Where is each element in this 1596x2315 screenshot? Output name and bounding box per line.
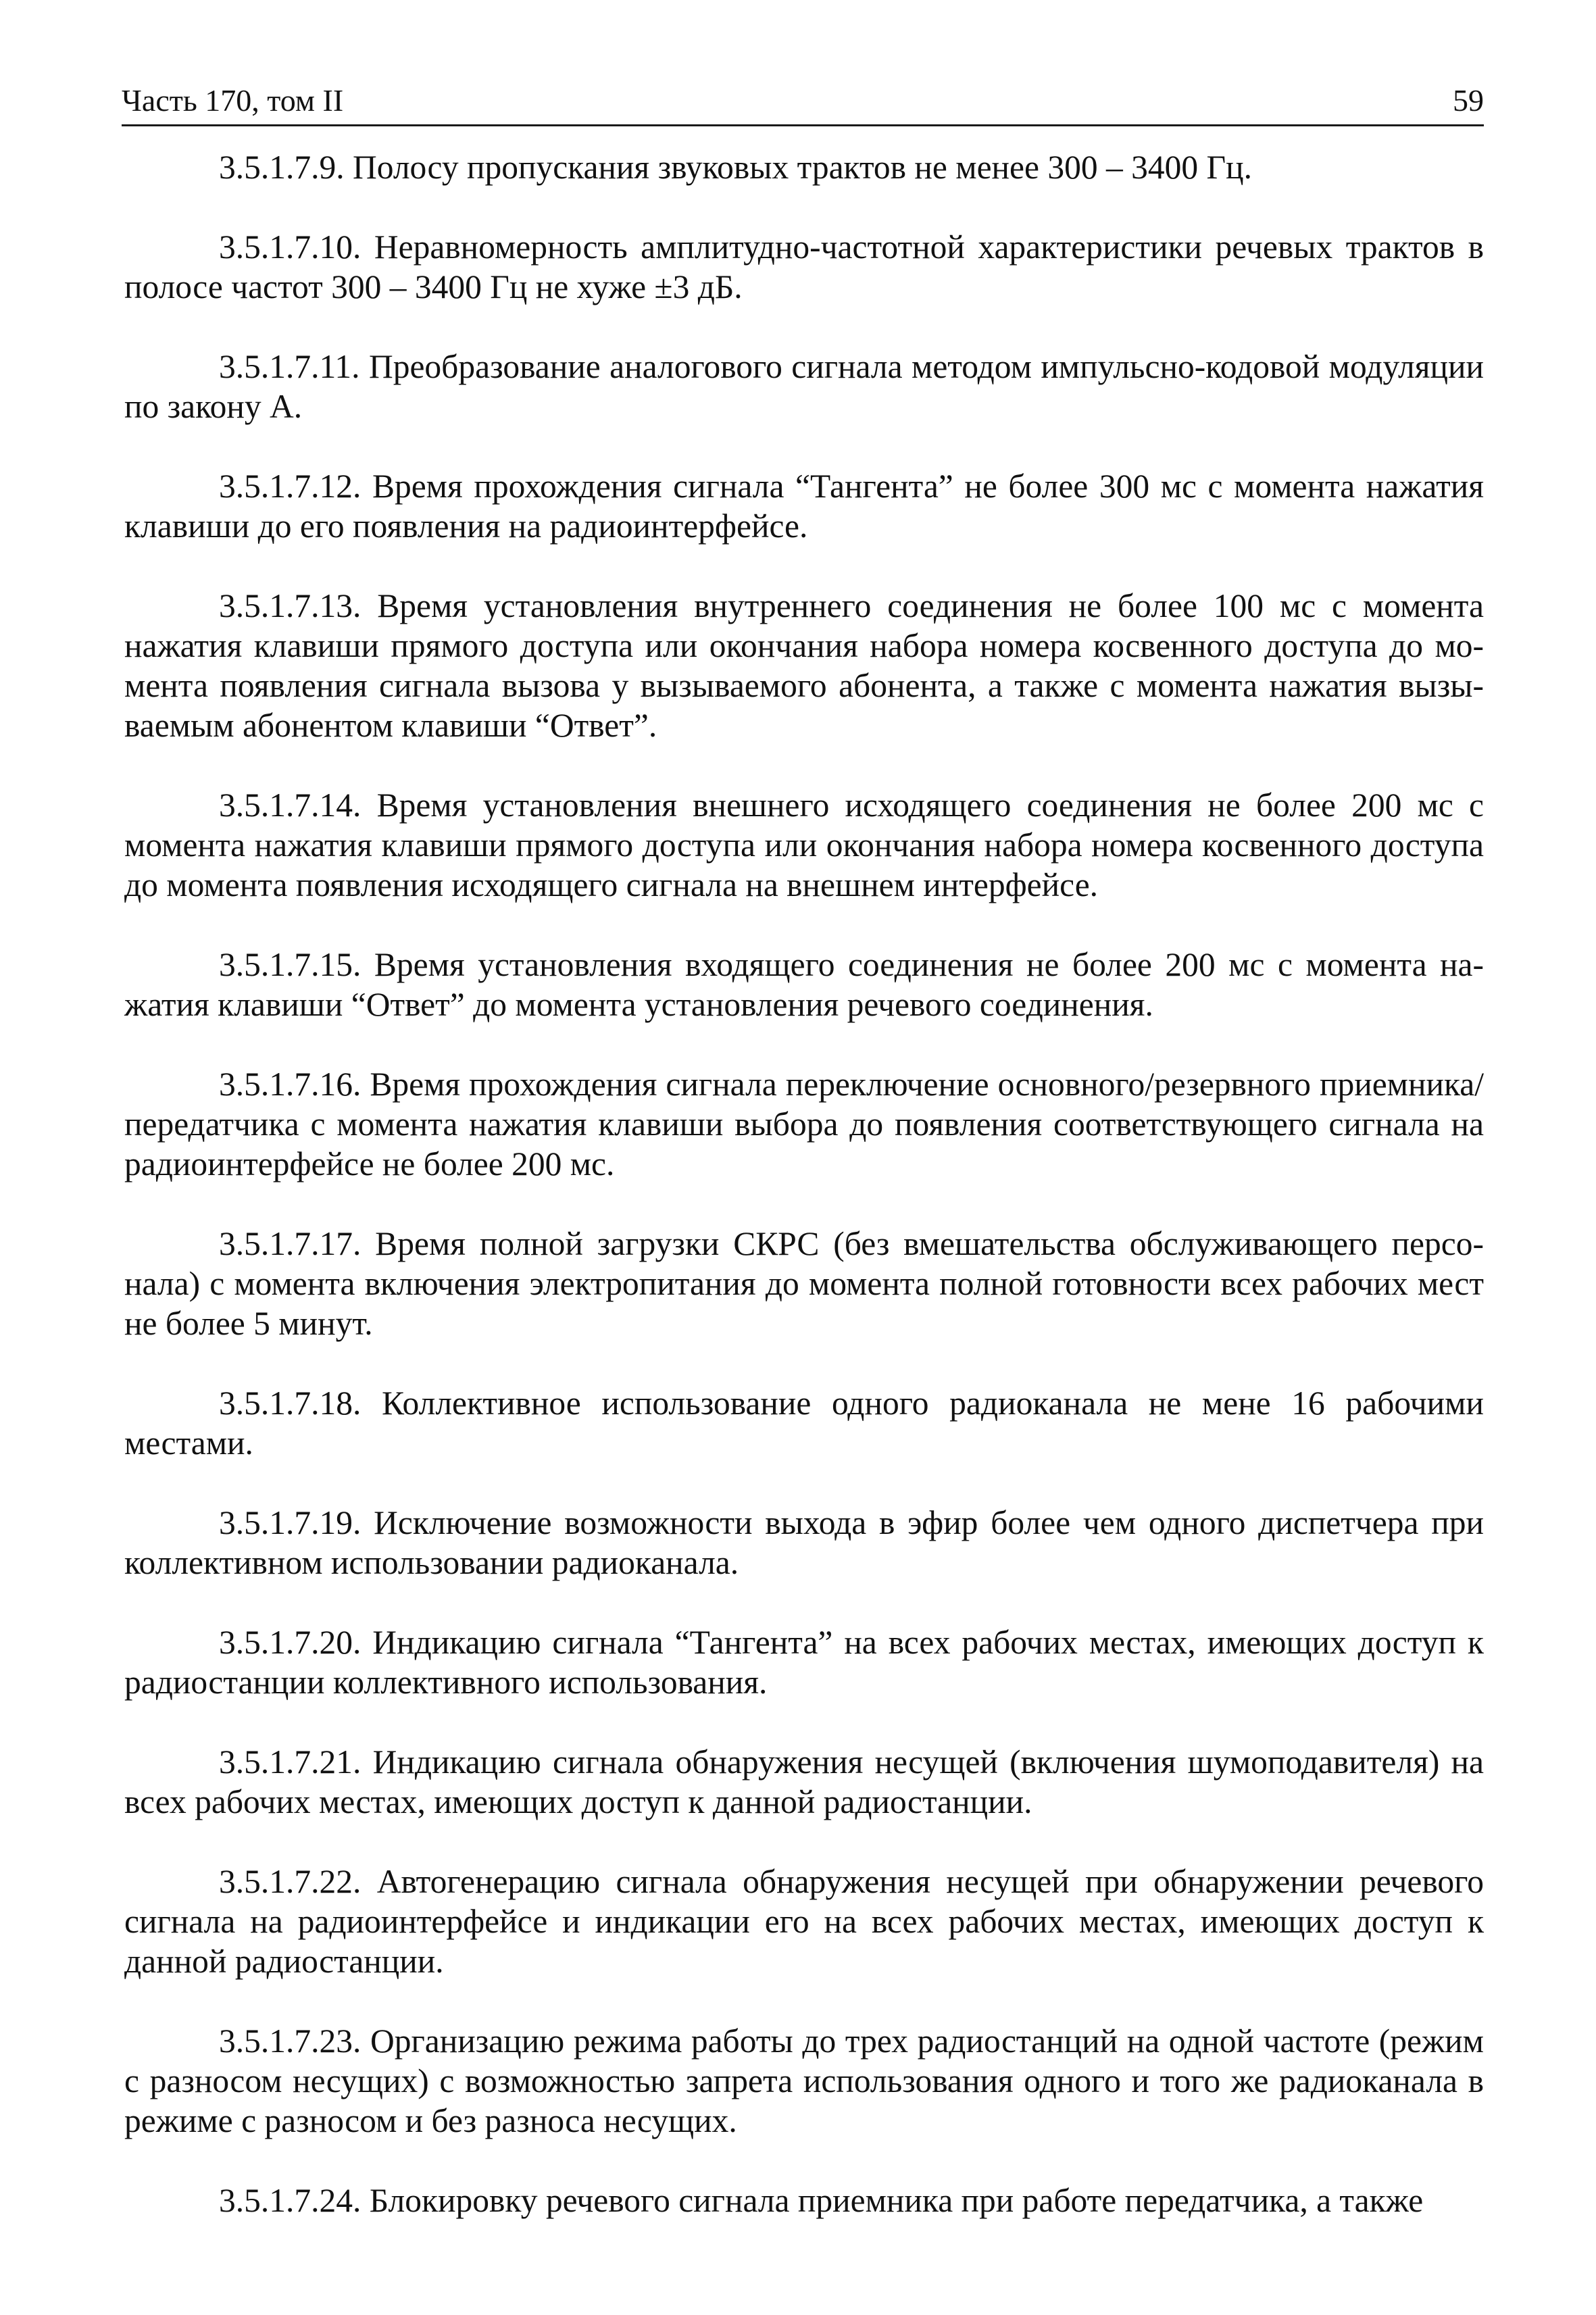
- paragraph-3-5-1-7-18: 3.5.1.7.18. Коллективное использование одного радиоканала не мене 16 рабочими местами.: [124, 1385, 1484, 1462]
- paragraph-3-5-1-7-22: 3.5.1.7.22. Автогенерацию сигнала обнаружения несущей при обнаружении речевого сигнала на радиоинтерфейсе и индикации его на всех рабочих местах, имеющих доступ к данной радиостанции.: [124, 1863, 1484, 1980]
- paragraph-3-5-1-7-16: 3.5.1.7.16. Время прохождения сигнала переключение основного/резервного приемника/передатчика с момента нажатия клавиши выбора до появления соответствующего сигнала на радиоинтерфейсе не более 200 мс.: [124, 1066, 1484, 1183]
- page-number: 59: [1453, 83, 1484, 118]
- paragraph-3-5-1-7-15: 3.5.1.7.15. Время установления входящего соединения не более 200 мс с момента нажатия клавиши “Ответ” до момента установления речевого соединения.: [124, 946, 1484, 1023]
- paragraph-3-5-1-7-17: 3.5.1.7.17. Время полной загрузки СКРС (без вмешательства обслуживающего персонала) с момента включения электропитания до момента полной готовности всех рабочих мест не более 5 минут.: [124, 1225, 1484, 1342]
- paragraph-3-5-1-7-23: 3.5.1.7.23. Организацию режима работы до трех радиостанций на одной частоте (режим с разносом несущих) с возможностью запрета использования одного и того же радиоканала в режиме с разносом и без разноса несущих.: [124, 2022, 1484, 2139]
- paragraph-3-5-1-7-21: 3.5.1.7.21. Индикацию сигнала обнаружения несущей (включения шумоподавителя) на всех рабочих местах, имеющих доступ к данной радиостанции.: [124, 1743, 1484, 1820]
- paragraph-3-5-1-7-10: 3.5.1.7.10. Неравномерность амплитудно-частотной характеристики речевых трактов в полосе частот 300 – 3400 Гц не хуже ±3 дБ.: [124, 228, 1484, 305]
- paragraph-3-5-1-7-20: 3.5.1.7.20. Индикацию сигнала “Тангента” на всех рабочих местах, имеющих доступ к радиостанции коллективного использования.: [124, 1624, 1484, 1701]
- paragraph-3-5-1-7-9: 3.5.1.7.9. Полосу пропускания звуковых трактов не менее 300 – 3400 Гц.: [219, 149, 1252, 186]
- paragraph-3-5-1-7-13: 3.5.1.7.13. Время установления внутреннего соединения не более 100 мс с момента нажатия клавиши прямого доступа или окончания набора номера косвенного доступа до момента появления сигнала вызова у вызываемого абонента, а также с момента нажатия вызываемым абонентом клавиши “Ответ”.: [124, 587, 1484, 744]
- paragraph-3-5-1-7-12: 3.5.1.7.12. Время прохождения сигнала “Тангента” не более 300 мс с момента нажатия клавиши до его появления на радиоинтерфейсе.: [124, 468, 1484, 545]
- paragraph-3-5-1-7-19: 3.5.1.7.19. Исключение возможности выхода в эфир более чем одного диспетчера при коллективном использовании радиоканала.: [124, 1504, 1484, 1581]
- paragraph-3-5-1-7-11: 3.5.1.7.11. Преобразование аналогового сигнала методом импульсно-кодовой модуляции по закону А.: [124, 348, 1484, 425]
- page-header: [122, 80, 1484, 126]
- paragraph-3-5-1-7-14: 3.5.1.7.14. Время установления внешнего исходящего соединения не более 200 мс с момента нажатия клавиши прямого доступа или окончания набора номера косвенного доступа до момента появления исходящего сигнала на внешнем интерфейсе.: [124, 787, 1484, 903]
- page-body: [124, 147, 1484, 2220]
- running-header: Часть 170, том II: [122, 83, 344, 118]
- paragraph-3-5-1-7-24: 3.5.1.7.24. Блокировку речевого сигнала приемника при работе передатчика, а также: [219, 2182, 1424, 2219]
